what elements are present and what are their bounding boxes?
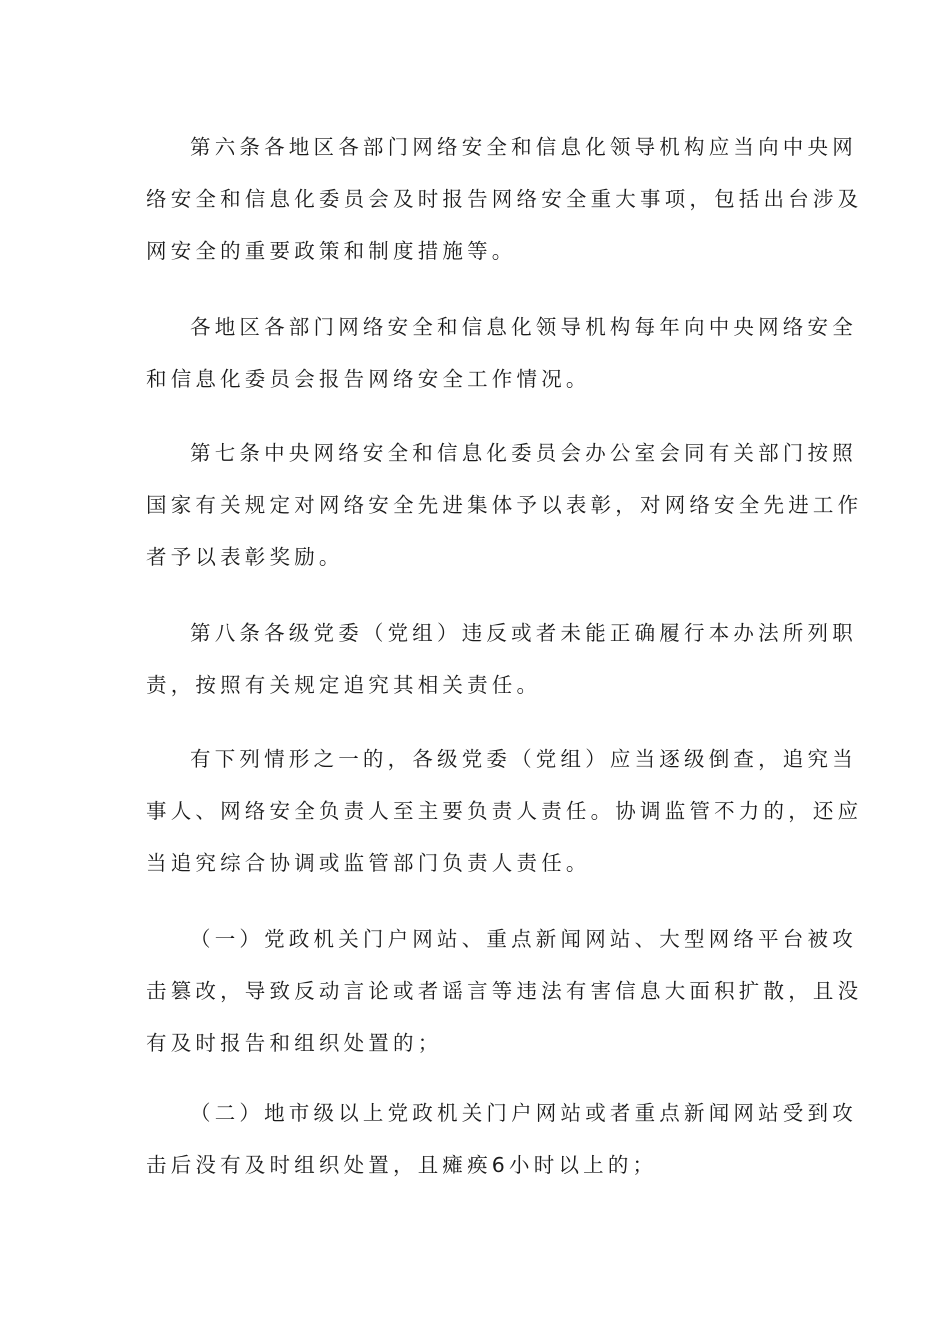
text-line: 国家有关规定对网络安全先进集体予以表彰，对网络安全先进工作	[146, 493, 863, 517]
text-line: 第八条各级党委（党组）违反或者未能正确履行本办法所列职	[190, 621, 857, 645]
paragraph-article-7	[146, 427, 863, 583]
text-line: 有及时报告和组织处置的；	[146, 1031, 443, 1055]
text-line: 络安全和信息化委员会及时报告网络安全重大事项，包括出台涉及	[146, 187, 863, 211]
paragraph-article-8	[146, 607, 857, 711]
paragraph-item-2	[146, 1087, 857, 1191]
text-line: （二）地市级以上党政机关门户网站或者重点新闻网站受到攻	[190, 1101, 857, 1125]
text-line: 第七条中央网络安全和信息化委员会办公室会同有关部门按照	[190, 441, 857, 465]
text-line: 击篡改，导致反动言论或者谣言等违法有害信息大面积扩散，且没	[146, 979, 863, 1003]
paragraph-item-1	[146, 913, 863, 1069]
text-line: 网安全的重要政策和制度措施等。	[146, 239, 517, 263]
text-line: 各地区各部门网络安全和信息化领导机构每年向中央网络安全	[190, 315, 857, 339]
text-line: （一）党政机关门户网站、重点新闻网站、大型网络平台被攻	[190, 927, 857, 951]
text-line: 者予以表彰奖励。	[146, 545, 344, 569]
text-line: 击后没有及时组织处置，且瘫痪6小时以上的；	[146, 1153, 658, 1177]
text-line: 和信息化委员会报告网络安全工作情况。	[146, 367, 591, 391]
text-line: 责，按照有关规定追究其相关责任。	[146, 673, 542, 697]
text-line: 当追究综合协调或监管部门负责人责任。	[146, 851, 591, 875]
text-line: 第六条各地区各部门网络安全和信息化领导机构应当向中央网	[190, 135, 857, 159]
paragraph-accountability	[146, 733, 863, 889]
text-line: 有下列情形之一的，各级党委（党组）应当逐级倒查，追究当	[190, 747, 857, 771]
text-line: 事人、网络安全负责人至主要负责人责任。协调监管不力的，还应	[146, 799, 863, 823]
paragraph-article-6	[146, 121, 863, 277]
paragraph-annual-report	[146, 301, 857, 405]
